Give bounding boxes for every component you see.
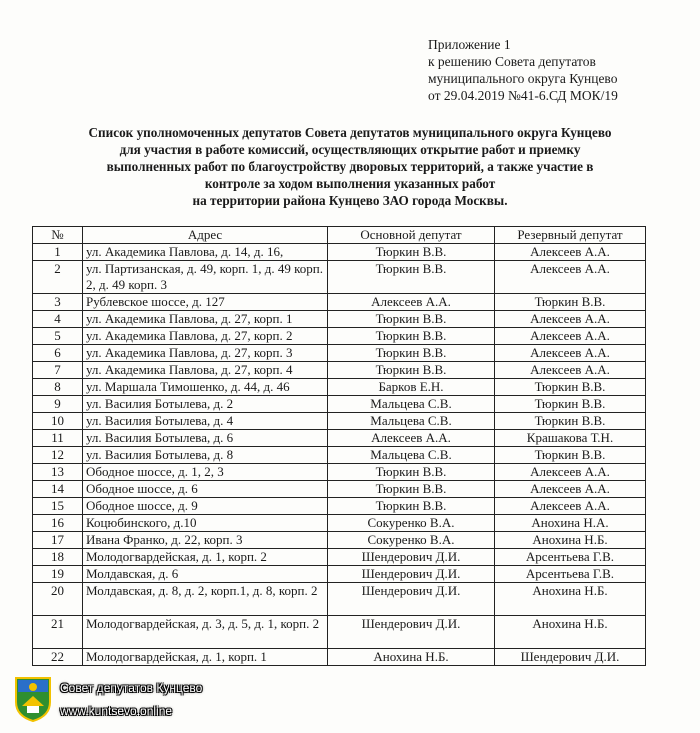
row-main-deputy: Сокуренко В.А. — [328, 532, 495, 549]
row-number: 10 — [33, 413, 83, 430]
table-row — [33, 244, 646, 261]
table-row — [33, 532, 646, 549]
header-address: Адрес — [83, 227, 328, 244]
row-reserve-deputy: Тюркин В.В. — [495, 294, 646, 311]
row-reserve-deputy: Анохина Н.Б. — [495, 583, 646, 616]
row-reserve-deputy: Алексеев А.А. — [495, 481, 646, 498]
row-main-deputy: Тюркин В.В. — [328, 464, 495, 481]
row-address: ул. Академика Павлова, д. 27, корп. 2 — [83, 328, 328, 345]
table-row — [33, 549, 646, 566]
row-number: 5 — [33, 328, 83, 345]
appendix-header — [428, 36, 618, 104]
row-main-deputy: Шендерович Д.И. — [328, 616, 495, 649]
site-watermark — [14, 676, 214, 728]
row-address: ул. Маршала Тимошенко, д. 44, д. 46 — [83, 379, 328, 396]
row-address: ул. Академика Павлова, д. 27, корп. 3 — [83, 345, 328, 362]
row-main-deputy: Тюркин В.В. — [328, 498, 495, 515]
title-line: Список уполномоченных депутатов Совета депутатов муниципального округа Кунцево — [88, 125, 612, 140]
row-main-deputy: Тюркин В.В. — [328, 244, 495, 261]
table-body — [33, 244, 646, 666]
row-address: Коцюбинского, д.10 — [83, 515, 328, 532]
table-header-row — [33, 227, 646, 244]
row-number: 4 — [33, 311, 83, 328]
row-number: 12 — [33, 447, 83, 464]
header-number: № — [33, 227, 83, 244]
row-reserve-deputy: Алексеев А.А. — [495, 498, 646, 515]
row-reserve-deputy: Алексеев А.А. — [495, 244, 646, 261]
table-row — [33, 311, 646, 328]
coat-of-arms-icon — [14, 676, 52, 722]
row-number: 22 — [33, 649, 83, 666]
row-reserve-deputy: Алексеев А.А. — [495, 345, 646, 362]
row-number: 20 — [33, 583, 83, 616]
row-main-deputy: Тюркин В.В. — [328, 261, 495, 294]
row-address: ул. Василия Ботылева, д. 8 — [83, 447, 328, 464]
row-main-deputy: Тюркин В.В. — [328, 311, 495, 328]
row-reserve-deputy: Алексеев А.А. — [495, 261, 646, 294]
row-reserve-deputy: Тюркин В.В. — [495, 396, 646, 413]
row-number: 3 — [33, 294, 83, 311]
row-number: 11 — [33, 430, 83, 447]
row-address: ул. Партизанская, д. 49, корп. 1, д. 49 корп. 2, д. 49 корп. 3 — [83, 261, 328, 294]
row-number: 9 — [33, 396, 83, 413]
row-address: Молодогвардейская, д. 3, д. 5, д. 1, корп. 2 — [83, 616, 328, 649]
row-main-deputy: Алексеев А.А. — [328, 430, 495, 447]
row-address: ул. Василия Ботылева, д. 6 — [83, 430, 328, 447]
table-row — [33, 498, 646, 515]
row-number: 18 — [33, 549, 83, 566]
row-address: ул. Академика Павлова, д. 27, корп. 4 — [83, 362, 328, 379]
row-address: Молодогвардейская, д. 1, корп. 1 — [83, 649, 328, 666]
row-reserve-deputy: Анохина Н.Б. — [495, 532, 646, 549]
row-reserve-deputy: Крашакова Т.Н. — [495, 430, 646, 447]
table-row — [33, 566, 646, 583]
table-row — [33, 616, 646, 649]
table-row — [33, 396, 646, 413]
row-reserve-deputy: Алексеев А.А. — [495, 328, 646, 345]
row-number: 13 — [33, 464, 83, 481]
row-main-deputy: Тюркин В.В. — [328, 345, 495, 362]
table-row — [33, 261, 646, 294]
watermark-site-name: Совет депутатов Кунцево — [60, 681, 203, 695]
row-address: Молдавская, д. 6 — [83, 566, 328, 583]
table-row — [33, 481, 646, 498]
table-row — [33, 430, 646, 447]
row-number: 6 — [33, 345, 83, 362]
row-address: Ивана Франко, д. 22, корп. 3 — [83, 532, 328, 549]
table-row — [33, 345, 646, 362]
table-row — [33, 515, 646, 532]
row-number: 19 — [33, 566, 83, 583]
row-reserve-deputy: Арсентьева Г.В. — [495, 566, 646, 583]
row-number: 8 — [33, 379, 83, 396]
appendix-line: к решению Совета депутатов — [428, 54, 596, 69]
row-number: 14 — [33, 481, 83, 498]
row-main-deputy: Мальцева С.В. — [328, 447, 495, 464]
table-row — [33, 583, 646, 616]
row-address: ул. Василия Ботылева, д. 4 — [83, 413, 328, 430]
table-row — [33, 447, 646, 464]
row-main-deputy: Тюркин В.В. — [328, 362, 495, 379]
deputies-table — [32, 226, 646, 666]
row-address: Ободное шоссе, д. 9 — [83, 498, 328, 515]
document-title — [20, 124, 680, 209]
row-reserve-deputy: Алексеев А.А. — [495, 464, 646, 481]
table-row — [33, 464, 646, 481]
table-row — [33, 379, 646, 396]
row-reserve-deputy: Алексеев А.А. — [495, 311, 646, 328]
row-address: Молдавская, д. 8, д. 2, корп.1, д. 8, корп. 2 — [83, 583, 328, 616]
row-number: 15 — [33, 498, 83, 515]
row-reserve-deputy: Алексеев А.А. — [495, 362, 646, 379]
row-number: 16 — [33, 515, 83, 532]
title-line: для участия в работе комиссий, осуществляющих открытие работ и приемку — [119, 142, 581, 157]
row-address: Рублевское шоссе, д. 127 — [83, 294, 328, 311]
row-main-deputy: Тюркин В.В. — [328, 328, 495, 345]
row-main-deputy: Алексеев А.А. — [328, 294, 495, 311]
table-row — [33, 328, 646, 345]
row-address: Ободное шоссе, д. 1, 2, 3 — [83, 464, 328, 481]
appendix-line: от 29.04.2019 №41-6.СД МОК/19 — [428, 88, 618, 103]
title-line: контроле за ходом выполнения указанных работ — [204, 176, 496, 191]
row-main-deputy: Барков Е.Н. — [328, 379, 495, 396]
row-main-deputy: Шендерович Д.И. — [328, 583, 495, 616]
row-main-deputy: Сокуренко В.А. — [328, 515, 495, 532]
table-row — [33, 294, 646, 311]
table-row — [33, 413, 646, 430]
appendix-line: муниципального округа Кунцево — [428, 71, 618, 86]
watermark-url: www.kuntsevo.online — [60, 704, 173, 718]
row-reserve-deputy: Арсентьева Г.В. — [495, 549, 646, 566]
row-number: 1 — [33, 244, 83, 261]
row-address: ул. Академика Павлова, д. 14, д. 16, — [83, 244, 328, 261]
row-address: Молодогвардейская, д. 1, корп. 2 — [83, 549, 328, 566]
title-line: на территории района Кунцево ЗАО города Москвы. — [192, 193, 508, 208]
row-reserve-deputy: Тюркин В.В. — [495, 379, 646, 396]
row-address: ул. Василия Ботылева, д. 2 — [83, 396, 328, 413]
row-number: 21 — [33, 616, 83, 649]
table-row — [33, 362, 646, 379]
row-main-deputy: Мальцева С.В. — [328, 413, 495, 430]
row-reserve-deputy: Анохина Н.А. — [495, 515, 646, 532]
row-main-deputy: Шендерович Д.И. — [328, 566, 495, 583]
header-main-deputy: Основной депутат — [328, 227, 495, 244]
row-reserve-deputy: Тюркин В.В. — [495, 413, 646, 430]
row-number: 2 — [33, 261, 83, 294]
row-number: 17 — [33, 532, 83, 549]
row-main-deputy: Анохина Н.Б. — [328, 649, 495, 666]
title-line: выполненных работ по благоустройству дворовых территорий, а также участие в — [106, 159, 594, 174]
row-main-deputy: Тюркин В.В. — [328, 481, 495, 498]
table-row — [33, 649, 646, 666]
row-reserve-deputy: Шендерович Д.И. — [495, 649, 646, 666]
appendix-line: Приложение 1 — [428, 37, 511, 52]
row-number: 7 — [33, 362, 83, 379]
row-main-deputy: Шендерович Д.И. — [328, 549, 495, 566]
header-reserve-deputy: Резервный депутат — [495, 227, 646, 244]
row-reserve-deputy: Тюркин В.В. — [495, 447, 646, 464]
row-reserve-deputy: Анохина Н.Б. — [495, 616, 646, 649]
row-main-deputy: Мальцева С.В. — [328, 396, 495, 413]
row-address: ул. Академика Павлова, д. 27, корп. 1 — [83, 311, 328, 328]
row-address: Ободное шоссе, д. 6 — [83, 481, 328, 498]
